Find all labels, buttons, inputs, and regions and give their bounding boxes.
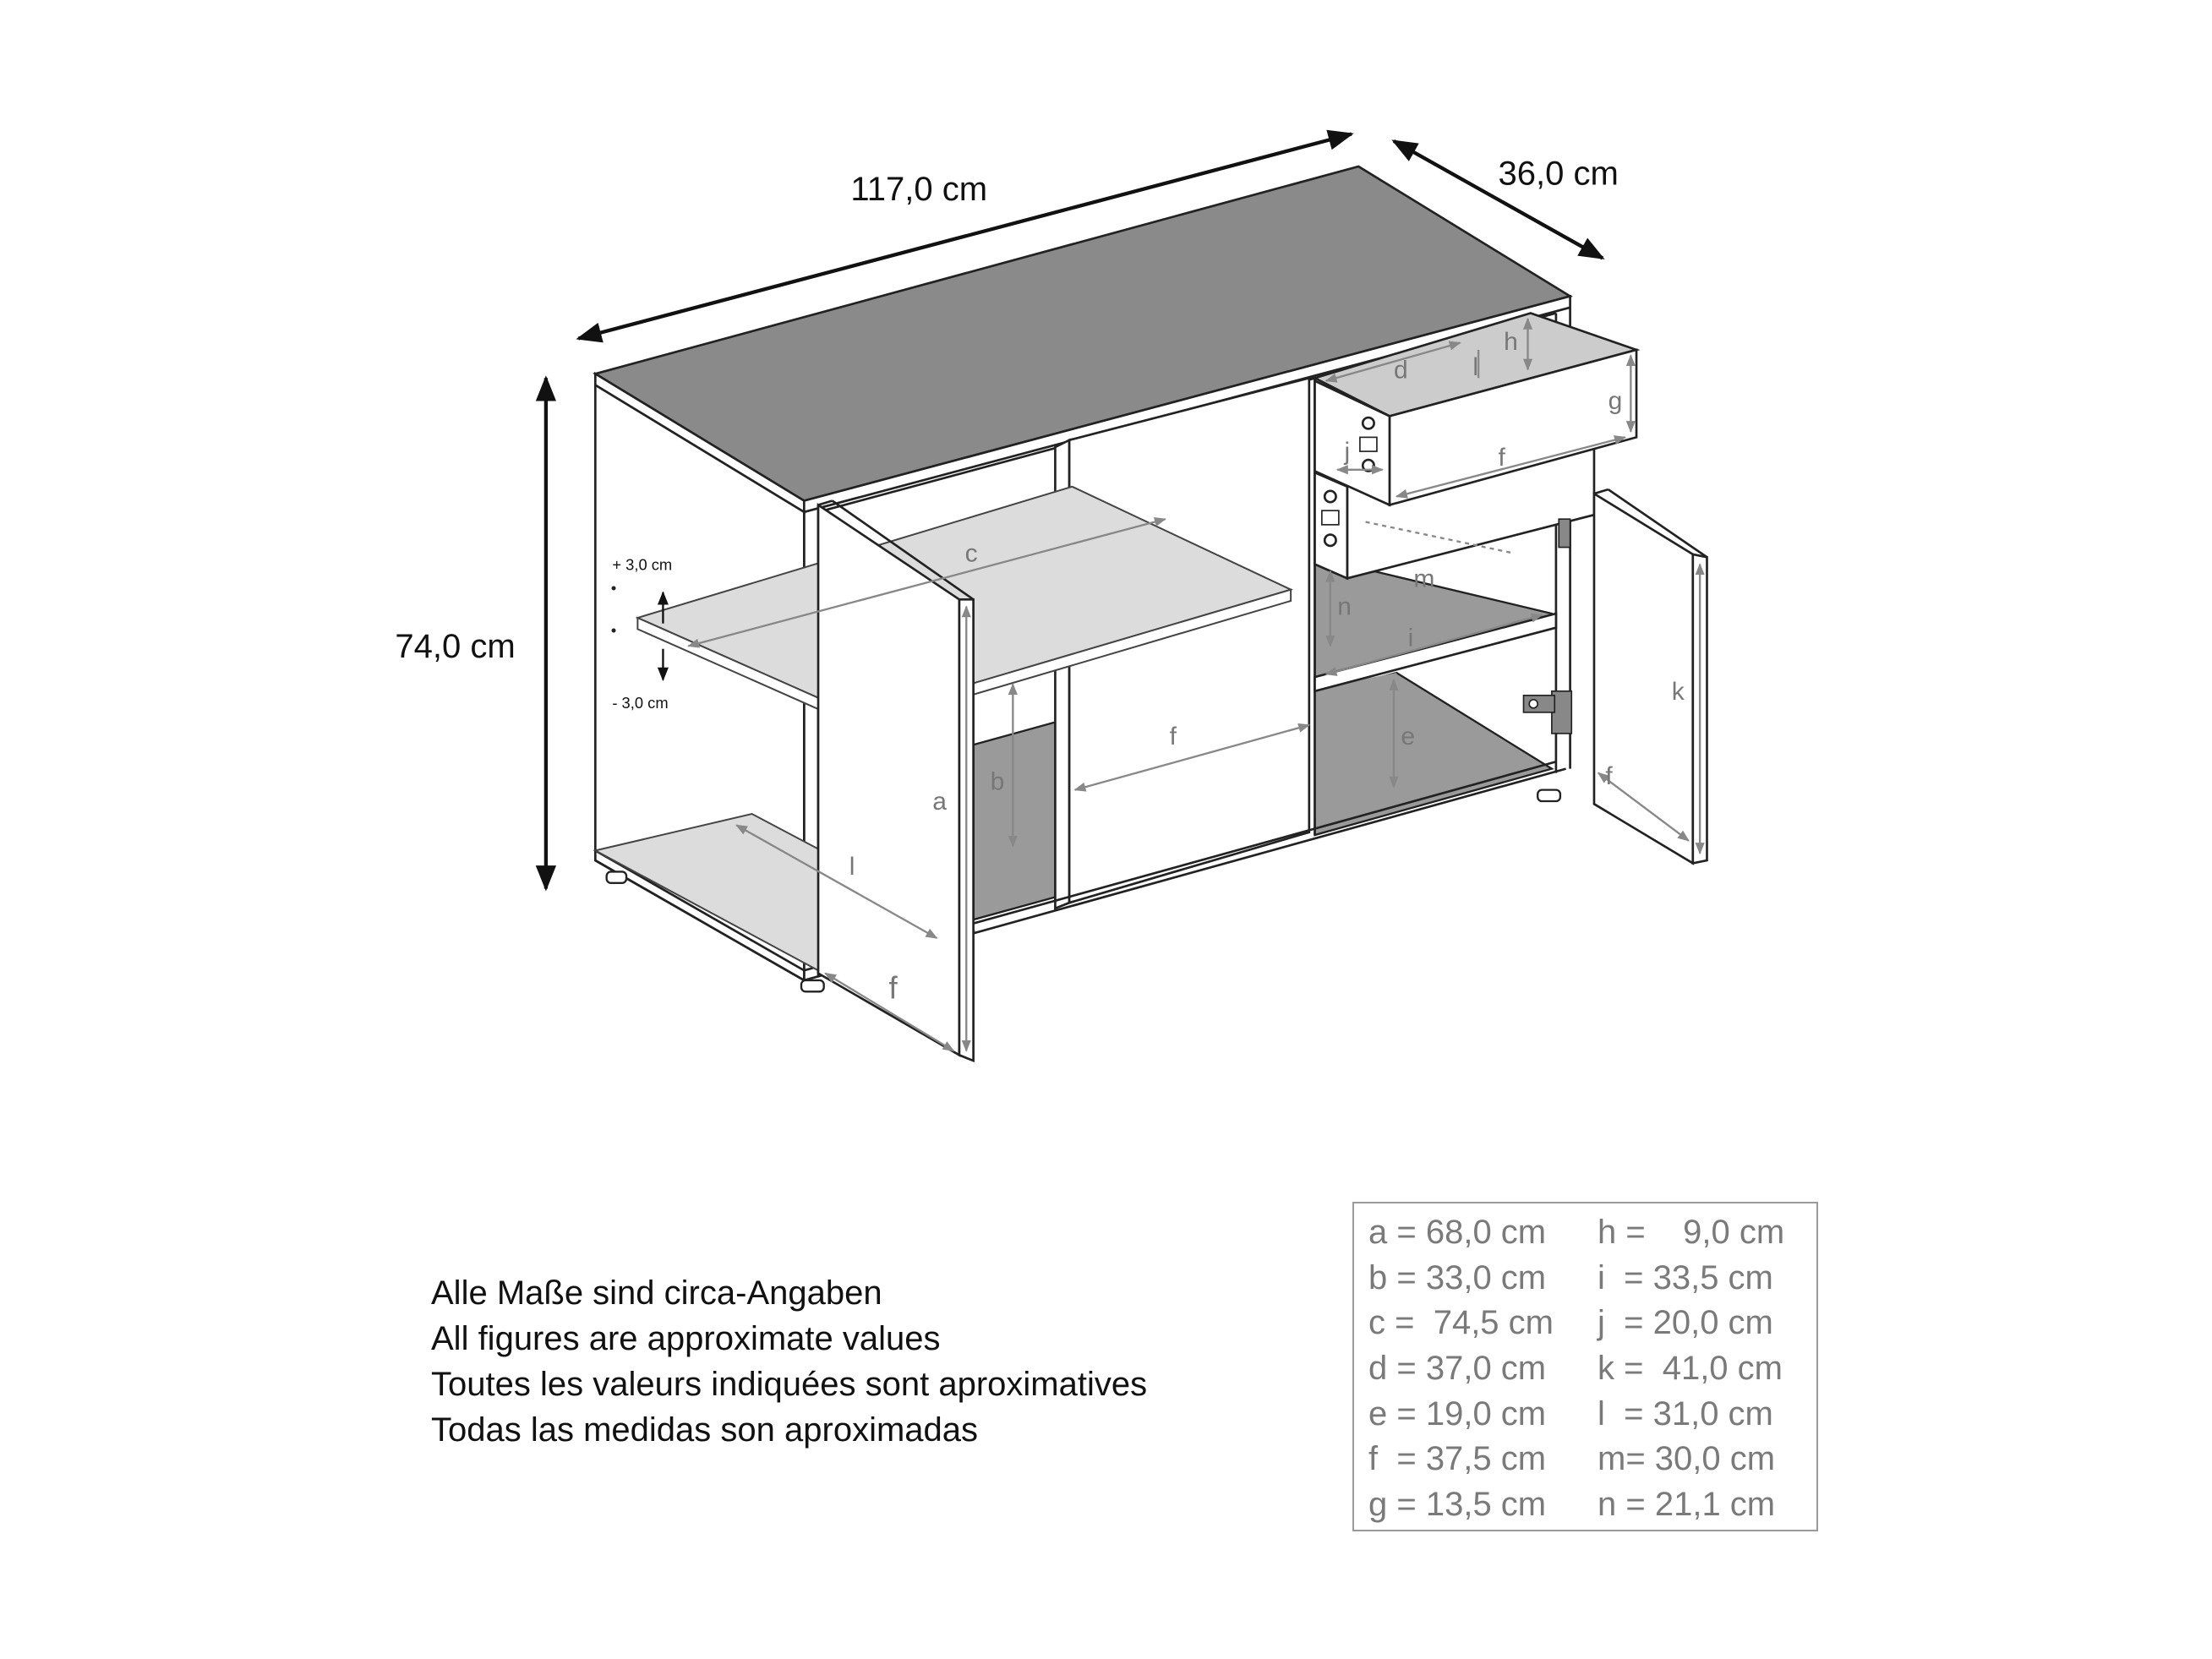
legend-row — [1368, 1256, 1784, 1302]
legend-row — [1368, 1346, 1784, 1392]
disclaimer-es: Todas las medidas son aproximadas — [431, 1411, 979, 1449]
letter-d: d — [1393, 356, 1408, 385]
letter-m: m — [1413, 565, 1435, 593]
letter-f-middle: f — [1169, 723, 1177, 751]
legend-row — [1368, 1210, 1784, 1256]
legend-row — [1368, 1482, 1784, 1528]
letter-g: g — [1608, 387, 1623, 416]
back-wall-lower-left — [974, 723, 1056, 920]
letter-e: e — [1401, 723, 1416, 751]
legend-b: b = 33,0 cm — [1368, 1258, 1547, 1296]
shelf-up-label: + 3,0 cm — [612, 555, 673, 574]
legend-i: i = 33,5 cm — [1598, 1258, 1773, 1296]
legend-l: l = 31,0 cm — [1598, 1394, 1773, 1433]
depth-label: 36,0 cm — [1498, 155, 1619, 193]
dimension-legend — [1352, 1202, 1818, 1531]
letter-k: k — [1671, 677, 1685, 706]
letter-b: b — [990, 767, 1005, 796]
letter-l-left: l — [849, 852, 855, 881]
disclaimer-en: All figures are approximate values — [431, 1320, 941, 1357]
legend-h: h = 9,0 cm — [1598, 1214, 1785, 1252]
foot-back-left — [607, 871, 626, 882]
width-label: 117,0 cm — [850, 170, 988, 208]
legend-f: f = 37,5 cm — [1368, 1440, 1547, 1478]
letter-c: c — [964, 539, 978, 568]
legend-j: j = 20,0 cm — [1598, 1304, 1773, 1342]
letter-f-drawer: f — [1498, 443, 1505, 472]
legend-a: a = 68,0 cm — [1368, 1214, 1547, 1252]
legend-table — [1368, 1210, 1784, 1527]
letter-h: h — [1504, 327, 1518, 356]
disclaimer-text — [431, 1270, 1147, 1453]
letter-f-leftdoor: f — [888, 970, 898, 1006]
letter-n: n — [1337, 592, 1352, 621]
legend-d: d = 37,0 cm — [1368, 1350, 1547, 1388]
disclaimer-de: Alle Maße sind circa-Angaben — [431, 1274, 882, 1312]
letter-j: j — [1344, 438, 1351, 467]
legend-n: n = 21,1 cm — [1598, 1485, 1776, 1523]
legend-m: m= 30,0 cm — [1598, 1440, 1776, 1478]
legend-e: e = 19,0 cm — [1368, 1394, 1547, 1433]
right-door — [1524, 489, 1707, 863]
letter-i: i — [1407, 624, 1414, 652]
legend-row — [1368, 1301, 1784, 1346]
legend-row — [1368, 1437, 1784, 1482]
foot-front-right — [1537, 790, 1560, 801]
legend-k: k = 41,0 cm — [1598, 1350, 1783, 1388]
legend-row — [1368, 1391, 1784, 1437]
foot-front-left — [801, 980, 824, 991]
letter-a: a — [932, 788, 947, 816]
disclaimer-fr: Toutes les valeurs indiquées sont aproximatives — [431, 1366, 1148, 1403]
legend-c: c = 74,5 cm — [1368, 1304, 1554, 1342]
shelf-down-label: - 3,0 cm — [612, 693, 669, 712]
legend-g: g = 13,5 cm — [1368, 1485, 1547, 1523]
letter-l-drawer: l — [1472, 352, 1479, 381]
letter-f-rightdoor: f — [1605, 761, 1613, 790]
height-label: 74,0 cm — [395, 627, 516, 665]
